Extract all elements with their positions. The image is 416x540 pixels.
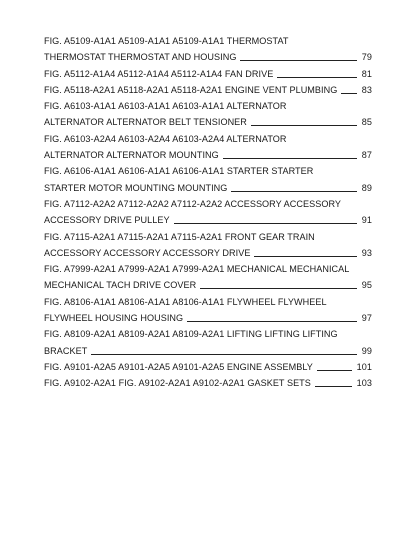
toc-entry-title[interactable]: FIG. A7999-A2A1 A7999-A2A1 A7999-A2A1 MECHANICAL MECHANICAL	[44, 264, 350, 275]
toc-entry-title[interactable]: ALTERNATOR ALTERNATOR MOUNTING	[44, 150, 219, 161]
toc-page-number[interactable]: 79	[361, 52, 372, 63]
toc-entry-title[interactable]: FIG. A5109-A1A1 A5109-A1A1 A5109-A1A1 THERMOSTAT	[44, 36, 289, 46]
toc-entry-line	[44, 134, 372, 145]
toc-page-number[interactable]: 87	[361, 150, 372, 161]
toc-entry-line	[44, 166, 372, 177]
toc-entry-title[interactable]: FIG. A8109-A2A1 A8109-A2A1 A8109-A2A1 LIFTING LIFTING LIFTING	[44, 329, 338, 340]
dot-leader	[231, 191, 356, 192]
toc-entry-title[interactable]: FIG. A9102-A2A1 FIG. A9102-A2A1 A9102-A2A1 GASKET SETS	[44, 378, 311, 389]
toc-entry-line	[44, 101, 372, 112]
toc-page-number[interactable]: 81	[361, 68, 372, 79]
toc-entry-title[interactable]: THERMOSTAT THERMOSTAT AND HOUSING	[44, 52, 237, 63]
toc-entry-line	[44, 297, 372, 308]
toc-entry-line	[44, 378, 372, 389]
toc-page-number[interactable]: 99	[361, 345, 372, 356]
toc-page-number[interactable]: 101	[356, 361, 372, 372]
toc-entry-title[interactable]: FIG. A6103-A2A4 A6103-A2A4 A6103-A2A4 ALTERNATOR	[44, 133, 287, 144]
toc-page-number[interactable]: 95	[361, 280, 372, 291]
toc-page-number[interactable]: 97	[361, 313, 372, 324]
toc-page-number[interactable]: 93	[361, 247, 372, 258]
toc-entry-line	[44, 199, 372, 210]
dot-leader	[91, 354, 356, 355]
toc-entry-line	[44, 36, 372, 47]
toc-entry-line	[44, 232, 372, 243]
toc-entry-title[interactable]: FIG. A9101-A2A5 A9101-A2A5 A9101-A2A5 ENGINE ASSEMBLY	[44, 361, 313, 372]
toc-page-number[interactable]: 103	[356, 378, 372, 389]
dot-leader	[187, 321, 357, 322]
toc-entry-line	[44, 52, 372, 63]
toc-page-number[interactable]: 83	[361, 84, 372, 95]
toc-entry-line	[44, 313, 372, 324]
toc-entry-title[interactable]: FIG. A6103-A1A1 A6103-A1A1 A6103-A1A1 ALTERNATOR	[44, 101, 287, 112]
toc-entry-line	[44, 183, 372, 194]
toc-entry-title[interactable]: MECHANICAL TACH DRIVE COVER	[44, 280, 197, 291]
toc-page-number[interactable]: 89	[361, 182, 372, 193]
dot-leader	[341, 93, 356, 94]
dot-leader	[317, 370, 352, 371]
dot-leader	[200, 288, 357, 289]
toc-entry-title[interactable]: STARTER MOTOR MOUNTING MOUNTING	[44, 182, 228, 193]
toc-entry-title[interactable]: BRACKET	[44, 345, 88, 356]
toc-entry-line	[44, 264, 372, 275]
toc-entry-line	[44, 280, 372, 291]
dot-leader	[223, 158, 357, 159]
dot-leader	[277, 77, 356, 78]
toc-entry-title[interactable]: ACCESSORY ACCESSORY ACCESSORY DRIVE	[44, 247, 251, 258]
dot-leader	[254, 256, 356, 257]
table-of-contents	[44, 36, 372, 389]
toc-entry-title[interactable]: FIG. A5112-A1A4 A5112-A1A4 A5112-A1A4 FAN DRIVE	[44, 68, 274, 79]
toc-entry-title[interactable]: FIG. A7115-A2A1 A7115-A2A1 A7115-A2A1 FRONT GEAR TRAIN	[44, 231, 315, 242]
toc-entry-title[interactable]: FLYWHEEL HOUSING HOUSING	[44, 313, 184, 324]
toc-entry-line	[44, 69, 372, 80]
toc-entry-line	[44, 150, 372, 161]
dot-leader	[315, 386, 352, 387]
toc-entry-title[interactable]: FIG. A5118-A2A1 A5118-A2A1 A5118-A2A1 ENGINE VENT PLUMBING	[44, 84, 338, 95]
toc-entry-line	[44, 248, 372, 259]
toc-page-number[interactable]: 85	[361, 117, 372, 128]
toc-entry-line	[44, 85, 372, 96]
toc-entry-title[interactable]: ALTERNATOR ALTERNATOR BELT TENSIONER	[44, 117, 247, 128]
dot-leader	[240, 60, 356, 61]
toc-entry-title[interactable]: FIG. A6106-A1A1 A6106-A1A1 A6106-A1A1 STARTER STARTER	[44, 166, 314, 177]
toc-entry-line	[44, 117, 372, 128]
dot-leader	[251, 125, 357, 126]
toc-page-number[interactable]: 91	[361, 215, 372, 226]
toc-entry-title[interactable]: FIG. A8106-A1A1 A8106-A1A1 A8106-A1A1 FLYWHEEL FLYWHEEL	[44, 296, 327, 307]
toc-entry-line	[44, 329, 372, 340]
toc-entry-line	[44, 362, 372, 373]
toc-entry-line	[44, 346, 372, 357]
dot-leader	[174, 223, 357, 224]
toc-entry-line	[44, 215, 372, 226]
toc-entry-title[interactable]: ACCESSORY DRIVE PULLEY	[44, 215, 170, 226]
toc-entry-title[interactable]: FIG. A7112-A2A2 A7112-A2A2 A7112-A2A2 ACCESSORY ACCESSORY	[44, 198, 342, 209]
